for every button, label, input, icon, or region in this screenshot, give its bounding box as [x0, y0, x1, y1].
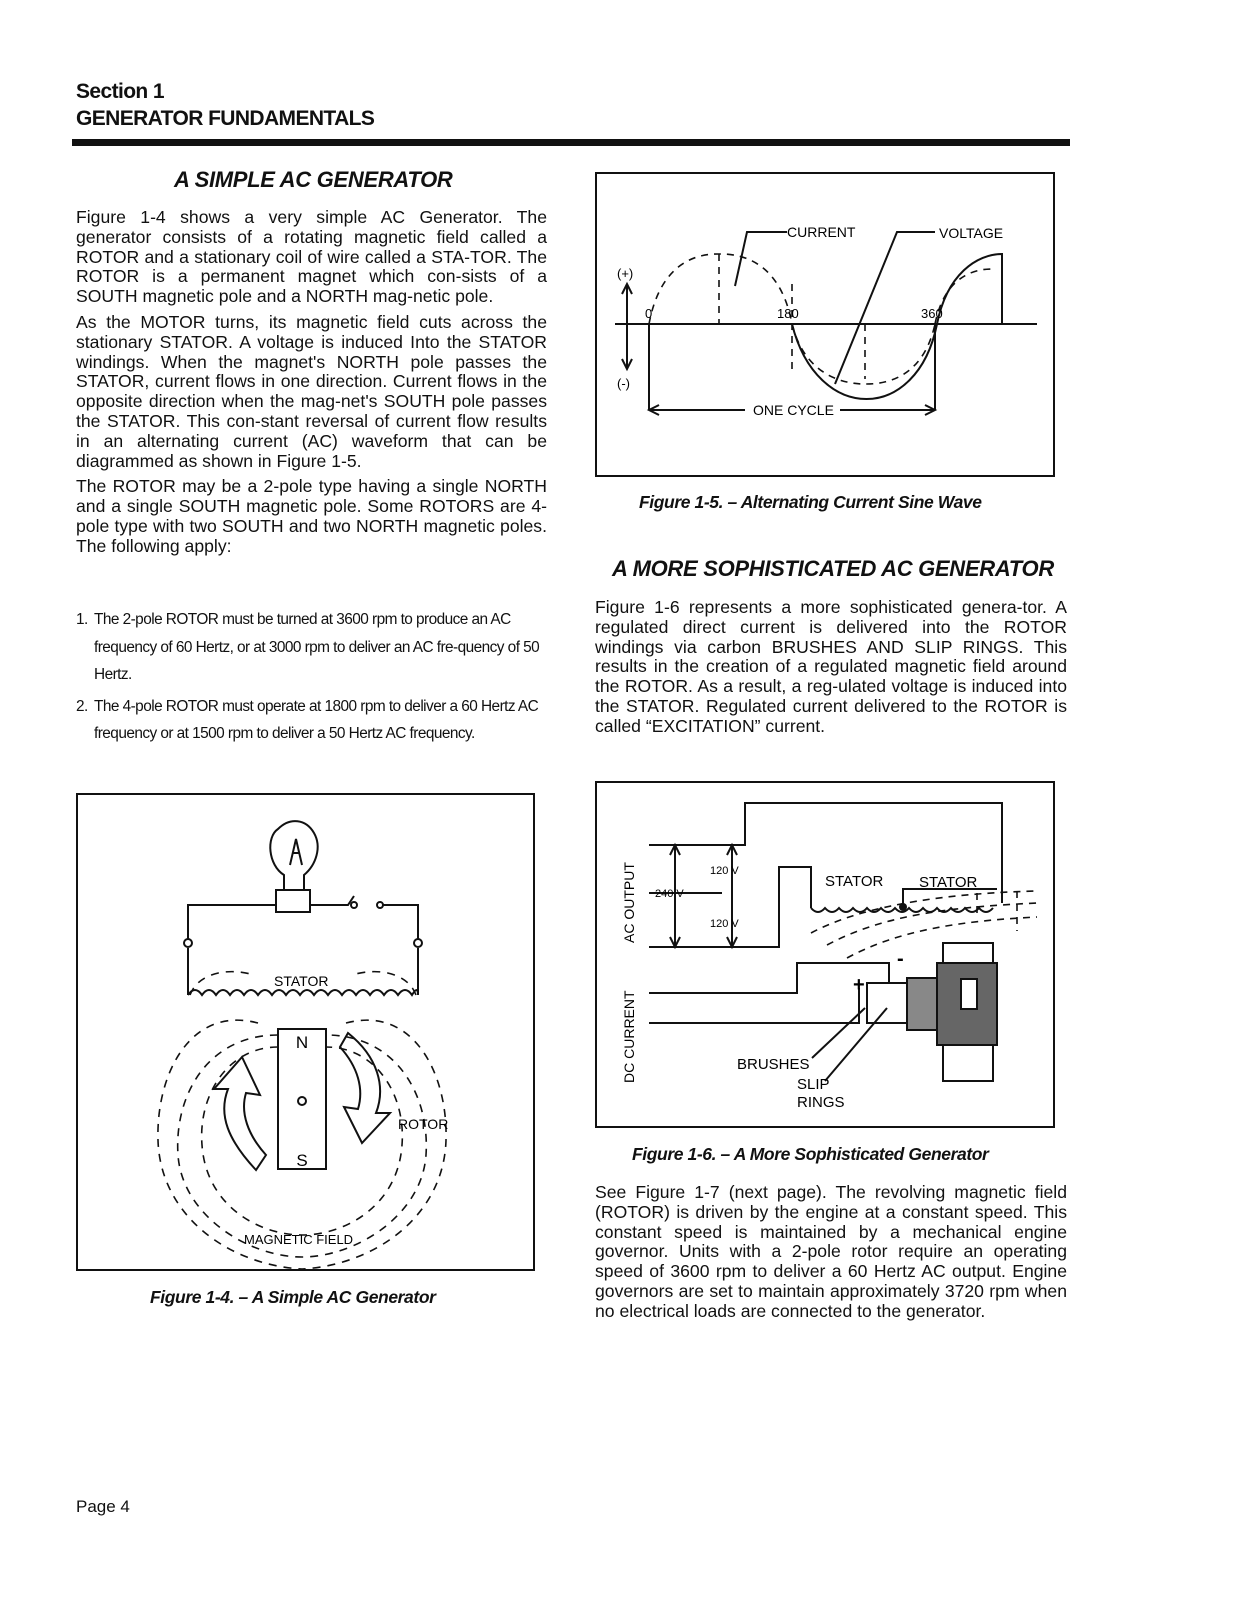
figure-1-4 — [76, 793, 535, 1271]
slip-label: SLIP — [797, 1076, 830, 1093]
section-title: GENERATOR FUNDAMENTALS — [76, 107, 375, 130]
simple-ac-generator-diagram — [78, 795, 533, 1269]
minus-terminal-label: - — [897, 948, 904, 970]
180-degree-label: 180 — [777, 306, 799, 321]
left-body — [76, 208, 547, 563]
section-number: Section 1 — [76, 80, 164, 103]
one-cycle-label: ONE CYCLE — [753, 402, 834, 418]
page-number: Page 4 — [76, 1497, 130, 1516]
sine-wave-diagram — [597, 174, 1053, 475]
list-item: 1. The 2-pole ROTOR must be turned at 3600 rpm to produce an AC frequency of 60 Hertz, or at 3000 rpm to deliver an AC fre-quency of 50 Hertz. — [76, 611, 540, 683]
paragraph-3: The ROTOR may be a 2-pole type having a single NORTH and a single SOUTH magnetic pole. Some ROTORS are 4-pole type with two SOUTH and two NORTH magnetic poles. The following apply: — [76, 476, 547, 556]
paragraph-5: See Figure 1-7 (next page). The revolving magnetic field (ROTOR) is driven by the engine at a constant speed. This constant speed is maintained by a mechanical engine governor. Units with a 2-pole rotor require an operating speed of 3600 rpm to deliver a 60 Hertz AC output. Engine governors are set to maintain approximately 3720 rpm when no electrical loads are connected to the generator. — [595, 1182, 1067, 1321]
ac-output-label: AC OUTPUT — [621, 862, 637, 943]
negative-label: (-) — [617, 376, 630, 391]
240v-label: 240 V — [655, 888, 684, 900]
360-degree-label: 360 — [921, 306, 943, 321]
north-pole-label: N — [295, 1033, 309, 1052]
stator-label-1: STATOR — [825, 873, 884, 890]
figure-1-5-caption: Figure 1-5. – Alternating Current Sine Wave — [639, 492, 982, 512]
rpm-list — [76, 606, 556, 752]
voltage-label: VOLTAGE — [939, 225, 1004, 241]
current-label: CURRENT — [787, 224, 856, 240]
right-body-1 — [595, 598, 1067, 743]
header-rule — [72, 139, 1070, 146]
rings-label: RINGS — [797, 1094, 845, 1111]
figure-1-5 — [595, 172, 1055, 477]
positive-label: (+) — [617, 266, 634, 281]
plus-terminal-label: + — [853, 974, 865, 996]
stator-label: STATOR — [274, 973, 329, 989]
magnetic-field-label: MAGNETIC FIELD — [244, 1232, 354, 1247]
figure-1-6 — [595, 781, 1055, 1128]
figure-1-4-caption: Figure 1-4. – A Simple AC Generator — [150, 1287, 436, 1307]
south-pole-label: S — [296, 1151, 308, 1170]
paragraph-1: Figure 1-4 shows a very simple AC Generator. The generator consists of a rotating magnetic field called a ROTOR and a stationary coil of wire called a STA-TOR. The ROTOR is a permanent magnet which con-sists of a SOUTH magnetic pole and a NORTH mag-netic pole. — [76, 207, 547, 307]
heading-sophisticated-ac-generator: A MORE SOPHISTICATED AC GENERATOR — [612, 556, 1054, 581]
paragraph-4: Figure 1-6 represents a more sophisticated genera-tor. A regulated direct current is delivered into the ROTOR windings via carbon BRUSHES AND SLIP RINGS. This results in the creation of a regulated magnetic field around the ROTOR. As a result, a reg-ulated voltage is induced into the STATOR. Regulated current delivered to the ROTOR is called “EXCITATION” current. — [595, 597, 1067, 736]
zero-degree-label: 0 — [645, 306, 653, 321]
rotor-label: ROTOR — [398, 1116, 449, 1132]
dc-current-label: DC CURRENT — [621, 990, 637, 1083]
120v-top-label: 120 V — [710, 865, 739, 877]
stator-label-2: STATOR — [919, 874, 978, 891]
heading-simple-ac-generator: A SIMPLE AC GENERATOR — [174, 167, 453, 192]
brushes-label: BRUSHES — [737, 1056, 810, 1073]
list-item: 2. The 4-pole ROTOR must operate at 1800 rpm to deliver a 60 Hertz AC frequency or at 1500 rpm to deliver a 50 Hertz AC frequency. — [76, 697, 539, 742]
paragraph-2: As the MOTOR turns, its magnetic field cuts across the stationary STATOR. A voltage is induced Into the STATOR windings. When the magnet's NORTH pole passes the STATOR, current flows in one direction. Current flows in the opposite direction when the mag-net's SOUTH pole passes the STATOR. This con-stant reversal of current flow results in an alternating current (AC) waveform that can be diagrammed as shown in Figure 1-5. — [76, 311, 547, 471]
figure-1-6-caption: Figure 1-6. – A More Sophisticated Generator — [632, 1144, 989, 1164]
section-header — [76, 78, 374, 132]
120v-bottom-label: 120 V — [710, 918, 739, 930]
sophisticated-generator-diagram — [597, 783, 1053, 1126]
right-body-2 — [595, 1183, 1067, 1328]
